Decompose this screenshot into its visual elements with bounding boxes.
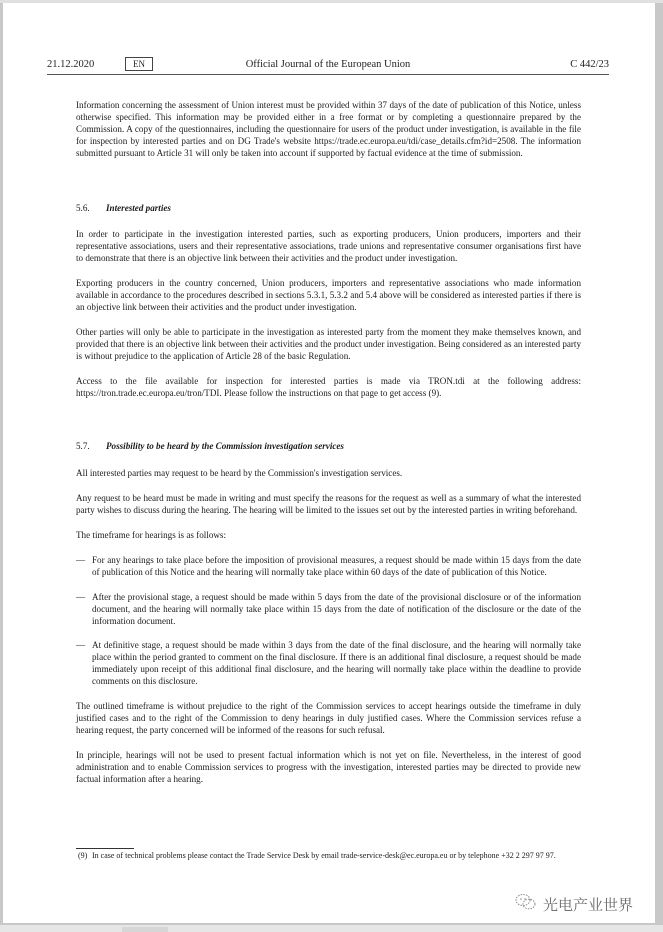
paragraph: Other parties will only be able to participate in the investigation as interested party from the moment they make themselves known, and provided that there is an objective link between their activities and the product under investigation. Being considered as an interested party is without prejudice to the application of Article 28 of the basic Regulation. — [76, 326, 581, 361]
tron-access-text: Access to the file available for inspection for interested parties is made via TRON.tdi at the following address: https://tron.trade.ec.europa.eu/tron/TDI. Please follow the instructions on that page to get access — [76, 375, 581, 398]
section-heading-5-6 — [76, 203, 581, 215]
paragraph: The timeframe for hearings is as follows: — [76, 530, 227, 541]
page-header — [47, 57, 609, 73]
tron-access-paragraph — [76, 376, 581, 400]
watermark-text: 光电产业世界 — [543, 895, 634, 914]
timeframe-list-item — [76, 555, 581, 579]
dash-bullet: — — [76, 554, 86, 565]
section-number: 5.6. — [76, 202, 90, 213]
footnote-mark: (9) — [78, 851, 88, 860]
footnote-divider — [76, 848, 134, 849]
timeframe-list-item — [76, 592, 581, 628]
list-item-text: At definitive stage, a request should be made within 3 days from the date of the final disclosure, and the hearing will normally take place within the period granted to comment on the final disclosure. If there is an additional final disclosure, a request should be made immediately upon receipt of this additional final disclosure, and the hearing will normally take place within the deadline to provide comments on this disclosure. — [92, 640, 581, 687]
sentence-end: . — [439, 387, 442, 398]
section-title: Interested parties — [106, 202, 171, 213]
paragraph: In principle, hearings will not be used to present factual information which is not yet on file. Nevertheless, in the interest of good administration and to enable Commission services to progress with the investigation, interested parties may be directed to provide new factual information after a hearing. — [76, 749, 581, 784]
section-heading-5-7 — [76, 441, 581, 453]
dash-bullet: — — [76, 640, 86, 651]
document-body — [76, 100, 581, 786]
section-title: Possibility to be heard by the Commission investigation services — [106, 441, 344, 452]
list-item-text: For any hearings to take place before the imposition of provisional measures, a request should be made within 15 days from the date of publication of this Notice and the hearing will normally take place within 60 days of the date of publication of this Notice. — [92, 554, 581, 577]
paragraph: Any request to be heard must be made in writing and must specify the reasons for the request as well as a summary of what the interested party wishes to discuss during the hearing. The hearing will be limited to the issues set out by the interested parties in writing beforehand. — [76, 493, 581, 516]
paragraph: In order to participate in the investigation interested parties, such as exporting producers, Union producers, importers and their representative associations, users and their representative associations, trade unions and representative consumer organisations first have to demonstrate that there is an objective link between their activities and the product under investigation. — [76, 229, 581, 264]
union-interest-paragraph: Information concerning the assessment of Union interest must be provided within 37 days of the date of publication of this Notice, unless otherwise specified. This information may be provided either in a free format or by completing a questionnaire prepared by the Commission. A copy of the questionnaires, including the questionnaire for users of the product under investigation, is available in the file for inspection by interested parties and on DG Trade's website https://trade.ec.europa.eu/tdi/case_details.cfm?id=2508. The information submitted pursuant to Article 31 will only be taken into account if supported by factual evidence at the time of submission. — [76, 100, 581, 158]
footnote-text: In case of technical problems please contact the Trade Service Desk by email trade-service-desk@ec.europa.eu or by telephone +32 2 297 97 97. — [92, 851, 556, 860]
scrollbar-thumb[interactable] — [122, 927, 168, 932]
paragraph: The outlined timeframe is without prejudice to the right of the Commission services to accept hearings outside the timeframe in duly justified cases and to the right of the Commission to deny hearings in duly justified cases. Where the Commission services refuse a hearing request, the party concerned will be informed of the reasons for such refusal. — [76, 701, 581, 735]
timeframe-list-item — [76, 640, 581, 688]
wechat-icon — [515, 893, 537, 915]
header-divider — [47, 74, 609, 75]
language-badge: EN — [125, 57, 153, 71]
paragraph: All interested parties may request to be heard by the Commission's investigation services. — [76, 468, 403, 479]
journal-title: Official Journal of the European Union — [245, 59, 411, 70]
horizontal-scrollbar[interactable] — [0, 925, 663, 932]
footnote-reference[interactable]: (9) — [428, 387, 440, 398]
footnote — [78, 851, 578, 862]
dash-bullet: — — [76, 591, 86, 602]
list-item-text: After the provisional stage, a request should be made within 5 days from the date of the provisional disclosure or of the information document, and the hearing will normally take place within 15 days from the date of notification of the disclosure or the date of the information document. — [92, 591, 581, 626]
paragraph: Exporting producers in the country concerned, Union producers, importers and representative associations who made information available in accordance to the procedures described in sections 5.3.1, 5.3.2 and 5.4 above will be considered as interested parties if there is an objective link between their activities and the product under investigation. — [76, 278, 581, 312]
journal-reference: C 442/23 — [570, 59, 609, 70]
publication-date: 21.12.2020 — [47, 59, 95, 70]
watermark — [515, 893, 633, 915]
section-number: 5.7. — [76, 441, 90, 452]
